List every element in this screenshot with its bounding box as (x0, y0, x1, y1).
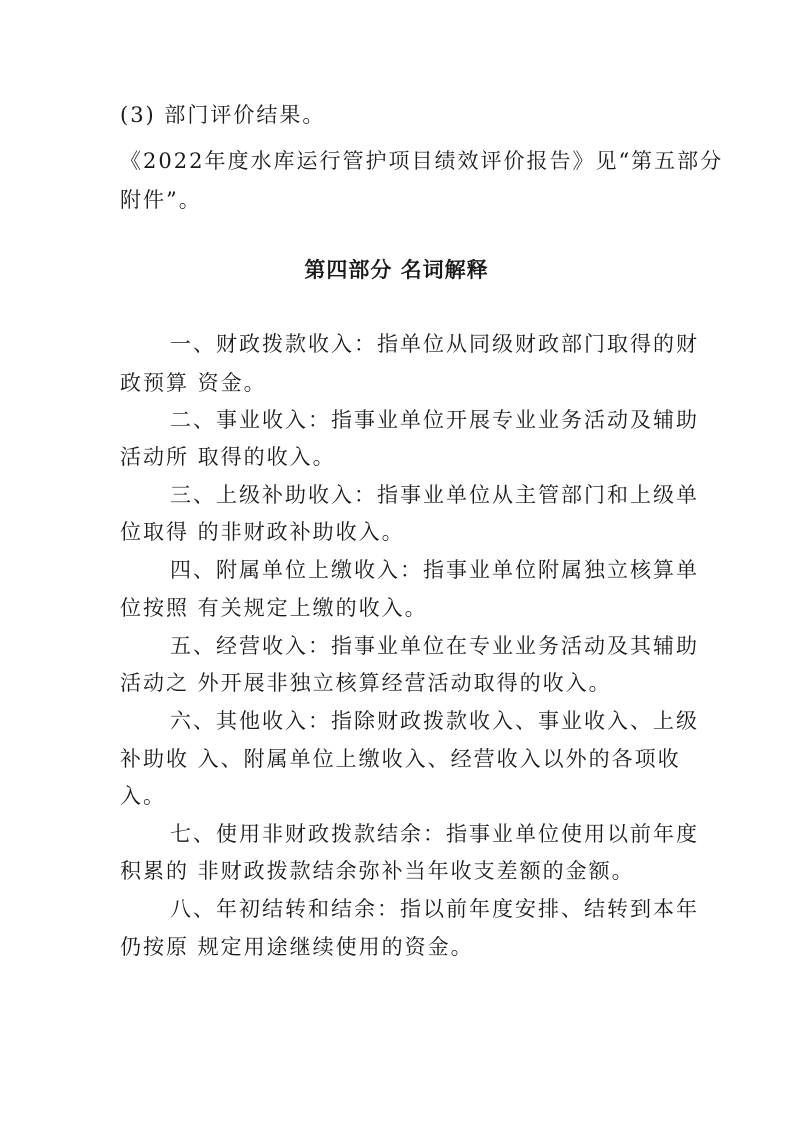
definition-2-line-1: 二、事业收入：指事业单位开展专业业务活动及辅助 (170, 408, 699, 432)
intro-line-2: 《2022年度水库运行管护项目绩效评价报告》见“第五部分 (120, 149, 724, 173)
definition-7-line-2: 积累的 非财政拨款结余弥补当年收支差额的金额。 (120, 859, 635, 883)
intro-line-3: 附件”。 (120, 188, 202, 212)
definition-7-line-1: 七、使用非财政拨款结余：指事业单位使用以前年度 (170, 822, 699, 846)
definition-6-line-1: 六、其他收入：指除财政拨款收入、事业收入、上级 (170, 709, 699, 733)
definition-3-line-2: 位取得 的非财政补助收入。 (120, 520, 405, 544)
definition-1-line-1: 一、财政拨款收入：指单位从同级财政部门取得的财 (170, 332, 699, 356)
definition-5-line-1: 五、经营收入：指事业单位在专业业务活动及其辅助 (170, 634, 699, 658)
definition-3-line-1: 三、上级补助收入：指事业单位从主管部门和上级单 (170, 483, 699, 507)
intro-line-1: (3) 部门评价结果。 (120, 103, 326, 127)
definition-4-line-1: 四、附属单位上缴收入：指事业单位附属独立核算单 (170, 558, 699, 582)
definition-4-line-2: 位按照 有关规定上缴的收入。 (120, 596, 428, 620)
definition-6-line-2: 补助收 入、附属单位上缴收入、经营收入以外的各项收 (120, 747, 681, 771)
definition-2-line-2: 活动所 取得的收入。 (120, 445, 336, 469)
definition-6-line-3: 入。 (120, 784, 166, 808)
definition-8-line-2: 仍按原 规定用途继续使用的资金。 (120, 935, 474, 959)
definition-1-line-2: 政预算 资金。 (120, 371, 267, 395)
definition-8-line-1: 八、年初结转和结余：指以前年度安排、结转到本年 (170, 897, 699, 921)
section-title: 第四部分 名词解释 (304, 258, 489, 282)
definition-5-line-2: 活动之 外开展非独立核算经营活动取得的收入。 (120, 671, 612, 695)
